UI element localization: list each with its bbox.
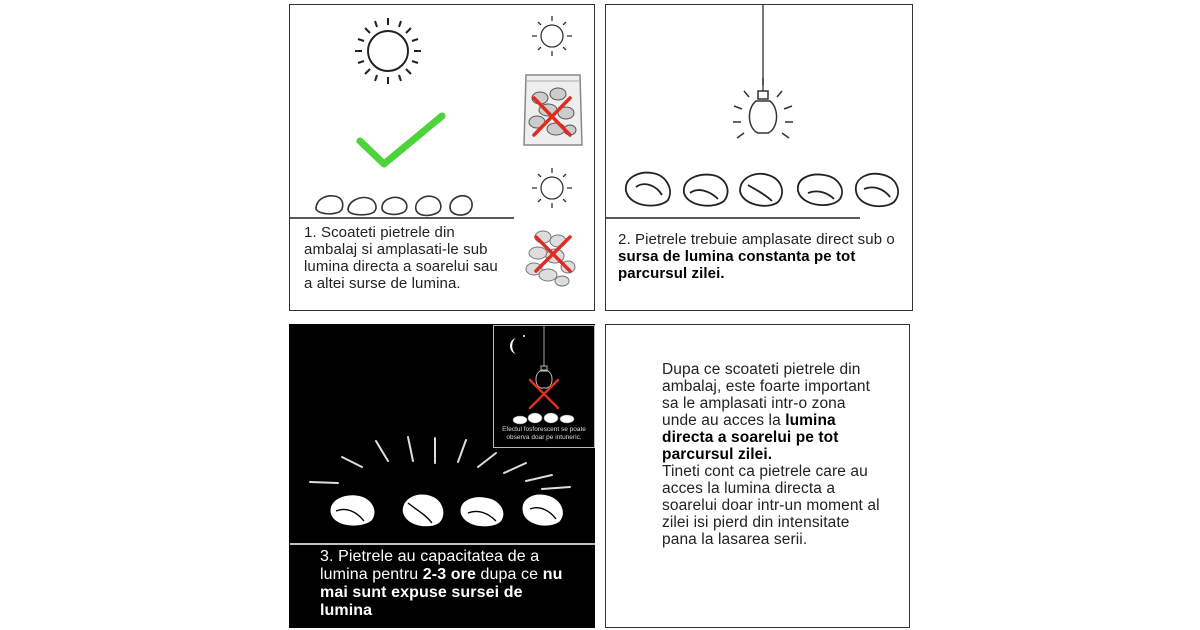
step-3-caption-mid: dupa ce	[475, 566, 543, 583]
step-2-caption-text: 2. Pietrele trebuie amplasate direct sub o	[618, 231, 895, 248]
stone-icon	[416, 196, 441, 215]
step-2-caption-emphasis: sursa de lumina constanta pe tot parcursul zilei.	[618, 248, 856, 282]
inset-note: Efectul fosforescent se poate observa doar pe intuneric.	[502, 426, 586, 441]
stones-row	[316, 196, 472, 216]
stone-icon	[460, 497, 504, 528]
step-3-caption-hours: 2-3 ore	[422, 566, 476, 583]
step-1-caption: 1. Scoateti pietrele din ambalaj si amplasati-le sub lumina directa a soarelui sau a altei surse de lumina.	[304, 224, 498, 292]
stone-icon	[684, 175, 728, 206]
instructions-text	[662, 361, 882, 548]
panel-glow-duration	[289, 324, 595, 628]
sun-icon	[355, 18, 421, 84]
moon-icon	[510, 338, 516, 354]
stone-icon	[348, 198, 376, 215]
stone-icon	[798, 175, 842, 206]
instructions-intro: Dupa ce scoateti pietrele din ambalaj, este foarte important sa le amplasati intr-o zona unde au acces la	[662, 361, 871, 429]
step-3-caption-emphasis: nu mai sunt expuse sursei de lumina	[320, 566, 563, 619]
sun-icon	[532, 168, 572, 208]
darkness-inset	[493, 325, 595, 448]
stones-row	[513, 413, 574, 424]
glowing-stones	[330, 494, 564, 527]
cross-icon	[530, 380, 558, 408]
sun-icon	[532, 16, 572, 56]
stone-icon	[522, 494, 564, 526]
stone-icon	[856, 174, 898, 206]
stone-icon	[402, 494, 444, 527]
instructions-emphasis: lumina directa a soarelui pe tot parcursul zilei.	[662, 412, 839, 463]
stones-row	[626, 173, 898, 207]
step-3-caption-text: 3. Pietrele au capacitatea de a lumina pentru	[320, 548, 540, 583]
panel-constant-light	[605, 4, 913, 311]
stone-icon	[382, 197, 407, 214]
step-3-caption	[320, 548, 570, 620]
stone-icon	[316, 196, 343, 214]
stone-icon	[450, 196, 472, 215]
bulb-icon	[536, 366, 552, 388]
instructions-note: Tineti cont ca pietrele care au acces la lumina directa a soarelui doar intr-un moment al zilei isi pierd din intensitate pana la lasarea serii.	[662, 463, 880, 548]
panel-instructions	[605, 324, 910, 628]
stone-icon	[626, 173, 670, 206]
check-icon	[360, 116, 442, 164]
stone-icon	[330, 495, 375, 527]
stone-icon	[740, 174, 782, 206]
step-2-caption	[618, 231, 910, 282]
panel-sunlight	[289, 4, 595, 311]
